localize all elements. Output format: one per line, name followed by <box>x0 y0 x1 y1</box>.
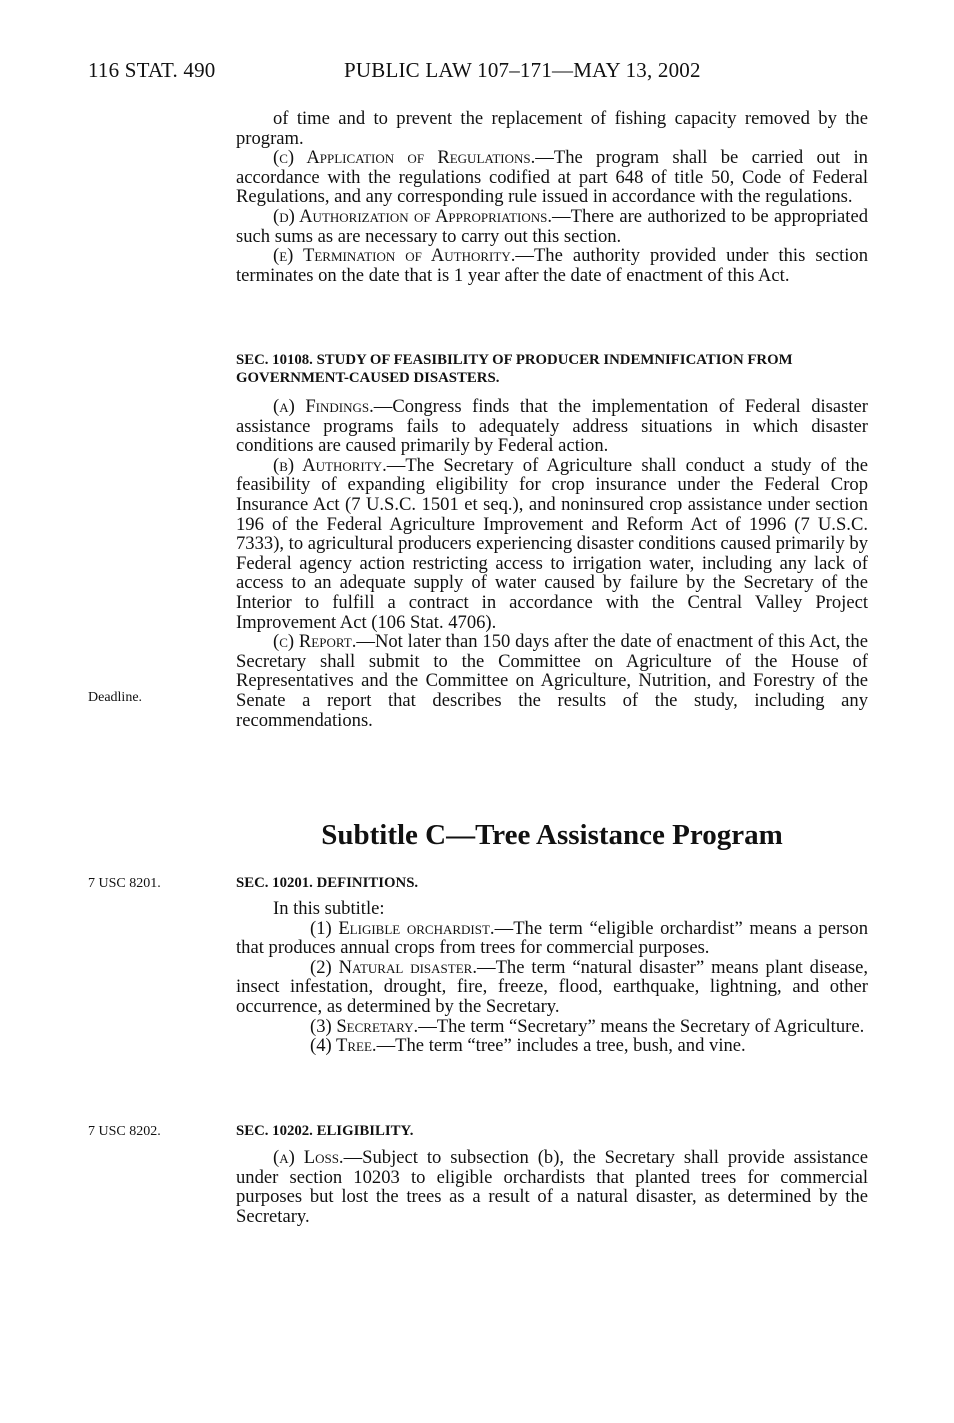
usc-8201-margin-note: 7 USC 8201. <box>88 876 161 891</box>
definition-body: —The term “natural disaster” means plant disease, insect infestation, drought, fire, freeze, flood, earthquake, lightning, and other occurrence, as determined by the Secretary. <box>236 956 868 1017</box>
subtitle-heading: Subtitle C—Tree Assistance Program <box>321 819 783 851</box>
subsection-body: —Not later than 150 days after the date of enactment of this Act, the Secretary shall submit to the Committee on Agriculture of the House of Representatives and the Committee on Agriculture, Nutrition, and Forestry of the Senate a report that describes the results of the study, including any recommendations. <box>236 631 868 731</box>
subsection-c-report <box>236 632 868 730</box>
public-law-citation: PUBLIC LAW 107–171—MAY 13, 2002 <box>344 58 701 82</box>
definition-body: —The term “Secretary” means the Secretary of Agriculture. <box>418 1015 865 1037</box>
deadline-margin-note: Deadline. <box>88 690 143 705</box>
subsection-body: —The Secretary of Agriculture shall conduct a study of the feasibility of expanding eligibility for crop insurance under the Federal Crop Insurance Act (7 U.S.C. 1501 et seq.), and noninsured crop assistance under section 196 of the Federal Agriculture Improvement and Reform Act of 1996 (7 U.S.C. 7333), to agricultural producers experiencing disaster conditions caused primarily by Federal agency action restricting access to irrigation water, including any lack of access to an adequate supply of water caused by failure by the Secretary of the Interior to fulfill a contract in accordance with the Central Valley Project Improvement Act (106 Stat. 4706). <box>236 454 868 633</box>
subsection-body: —The authority provided under this section terminates on the date that is 1 year after the date of enactment of this Act. <box>236 245 868 286</box>
section-title: SEC. 10201. DEFINITIONS. <box>236 875 419 891</box>
definition-heading: (3) Secretary. <box>310 1015 419 1037</box>
subsection-heading: (c) Application of Regulations. <box>273 147 536 169</box>
section-title: SEC. 10202. ELIGIBILITY. <box>236 1123 414 1139</box>
definition-heading: (1) Eligible orchardist. <box>310 917 495 939</box>
subsection-a-loss <box>236 1148 868 1226</box>
stat-page-number: 116 STAT. 490 <box>88 58 216 82</box>
subsection-heading: (c) Report. <box>273 631 357 653</box>
subsection-e-termination <box>236 246 868 285</box>
section-title-text: SEC. 10108. STUDY OF FEASIBILITY OF PRODUCER INDEMNIFICATION FROM GOVERNMENT-CAUSED DISASTERS. <box>236 352 793 386</box>
section-10202 <box>236 1122 868 1226</box>
subsection-a-findings <box>236 397 868 456</box>
definition-1 <box>236 919 868 958</box>
subsection-heading: (a) Loss. <box>273 1147 344 1168</box>
definition-heading: (2) Natural disaster. <box>310 956 477 978</box>
subsection-heading: (b) Authority. <box>273 454 387 476</box>
continuation-text: of time and to prevent the replacement of fishing capacity removed by the program. <box>236 108 868 149</box>
subsection-b-authority <box>236 456 868 632</box>
definition-body: —The term “tree” includes a tree, bush, and vine. <box>376 1035 746 1057</box>
definition-body: —The term “eligible orchardist” means a person that produces annual crops from trees for commercial purposes. <box>236 917 868 959</box>
subsection-heading: (a) Findings. <box>273 396 374 417</box>
subsection-heading: (e) Termination of Authority. <box>273 245 516 267</box>
definition-3 <box>236 1017 868 1037</box>
usc-8202-margin-note: 7 USC 8202. <box>88 1124 161 1139</box>
definition-2 <box>236 958 868 1017</box>
subsection-body: —There are authorized to be appropriated such sums as are necessary to carry out this section. <box>236 205 868 247</box>
subsection-heading: (d) Authorization of Appropriations. <box>273 205 552 227</box>
subsection-body: —The program shall be carried out in accordance with the regulations codified at part 648 of title 50, Code of Federal Regulations, and any corresponding rule issued in accordance with the regulations. <box>236 147 868 208</box>
section-10107-continuation <box>236 109 868 285</box>
definitions-intro: In this subtitle: <box>273 898 385 919</box>
definition-4 <box>236 1036 868 1056</box>
definition-heading: (4) Tree. <box>310 1035 377 1057</box>
subsection-body: —Congress finds that the implementation of Federal disaster assistance programs fails to adequately address situations in which disaster conditions are caused primarily by Federal action. <box>236 396 868 457</box>
subsection-c-regulations <box>236 148 868 207</box>
section-10108 <box>236 351 868 730</box>
section-10201 <box>236 874 868 1056</box>
subsection-d-appropriations <box>236 207 868 246</box>
section-title <box>236 351 868 387</box>
subsection-body: —Subject to subsection (b), the Secretary shall provide assistance under section 10203 to eligible orchardists that planted trees for commercial purposes but lost the trees as a result of a natural disaster, as determined by the Secretary. <box>236 1147 868 1227</box>
